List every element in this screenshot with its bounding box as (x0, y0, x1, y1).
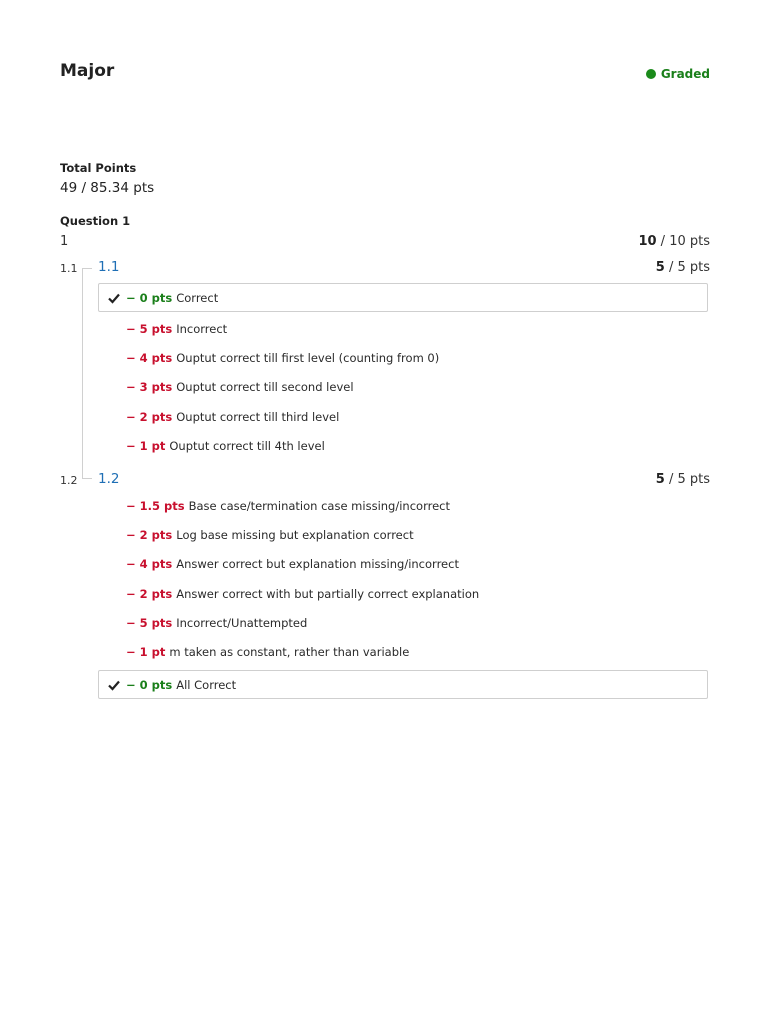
rubric-item-selected[interactable] (98, 283, 708, 312)
total-points-label: Total Points (60, 161, 137, 175)
rubric-points: − 1.5 pts (126, 499, 185, 513)
rubric-text: m taken as constant, rather than variable (169, 645, 410, 659)
question-number: 1 (60, 234, 69, 249)
rubric-item[interactable] (126, 380, 354, 394)
question-label: Question 1 (60, 214, 131, 228)
rubric-points: − 1 pt (126, 439, 166, 453)
rubric-text: Answer correct with but partially correct explanation (176, 587, 480, 601)
rubric-points: − 4 pts (126, 557, 173, 571)
rubric-item[interactable] (126, 528, 414, 542)
tree-connector-line (82, 268, 83, 478)
rubric-item[interactable] (126, 645, 409, 659)
rubric-text: Ouptut correct till third level (176, 410, 340, 424)
rubric-item[interactable] (126, 587, 479, 601)
question-score (638, 234, 710, 249)
part-title-link[interactable]: 1.2 (98, 471, 120, 487)
rubric-text: Ouptut correct till 4th level (169, 439, 325, 453)
rubric-item-selected[interactable] (98, 670, 708, 699)
rubric-points: − 0 pts (126, 678, 173, 692)
part-score (656, 260, 710, 275)
rubric-item[interactable] (126, 351, 439, 365)
rubric-item[interactable] (126, 439, 325, 453)
rubric-item[interactable] (126, 557, 459, 571)
part-score-total: / 5 pts (664, 472, 710, 487)
part-number: 1.1 (60, 262, 78, 275)
rubric-points: − 2 pts (126, 587, 173, 601)
rubric-text: Log base missing but explanation correct (176, 528, 414, 542)
question-score-earned: 10 (638, 234, 657, 249)
rubric-text: Base case/termination case missing/incorrect (188, 499, 450, 513)
rubric-text: Answer correct but explanation missing/incorrect (176, 557, 459, 571)
part-number: 1.2 (60, 474, 78, 487)
question-score-total: / 10 pts (656, 234, 710, 249)
rubric-text: Ouptut correct till first level (counting from 0) (176, 351, 440, 365)
rubric-text: Incorrect/Unattempted (176, 616, 308, 630)
tree-connector-tick (82, 268, 92, 269)
total-points-value: 49 / 85.34 pts (60, 180, 155, 196)
rubric-points: − 5 pts (126, 322, 173, 336)
rubric-text: Ouptut correct till second level (176, 380, 354, 394)
rubric-points: − 4 pts (126, 351, 173, 365)
part-score-earned: 5 (655, 260, 665, 275)
status-label: Graded (660, 67, 710, 81)
rubric-text: All Correct (176, 678, 237, 692)
rubric-points: − 2 pts (126, 528, 173, 542)
graded-status (646, 67, 710, 81)
tree-connector-tick (82, 478, 92, 479)
part-score-total: / 5 pts (664, 260, 710, 275)
rubric-points: − 2 pts (126, 410, 173, 424)
rubric-points: − 3 pts (126, 380, 173, 394)
check-icon (107, 678, 121, 692)
rubric-points: − 1 pt (126, 645, 166, 659)
rubric-points: − 5 pts (126, 616, 173, 630)
rubric-text: Incorrect (176, 322, 228, 336)
rubric-item[interactable] (126, 322, 227, 336)
part-score (656, 472, 710, 487)
status-dot-icon (646, 69, 656, 79)
assignment-title: Major (60, 61, 115, 81)
part-score-earned: 5 (655, 472, 665, 487)
rubric-item[interactable] (126, 410, 339, 424)
check-icon (107, 291, 121, 305)
part-title-link[interactable]: 1.1 (98, 259, 120, 275)
rubric-points: − 0 pts (126, 291, 173, 305)
rubric-item[interactable] (126, 616, 307, 630)
rubric-item[interactable] (126, 499, 450, 513)
rubric-text: Correct (176, 291, 219, 305)
